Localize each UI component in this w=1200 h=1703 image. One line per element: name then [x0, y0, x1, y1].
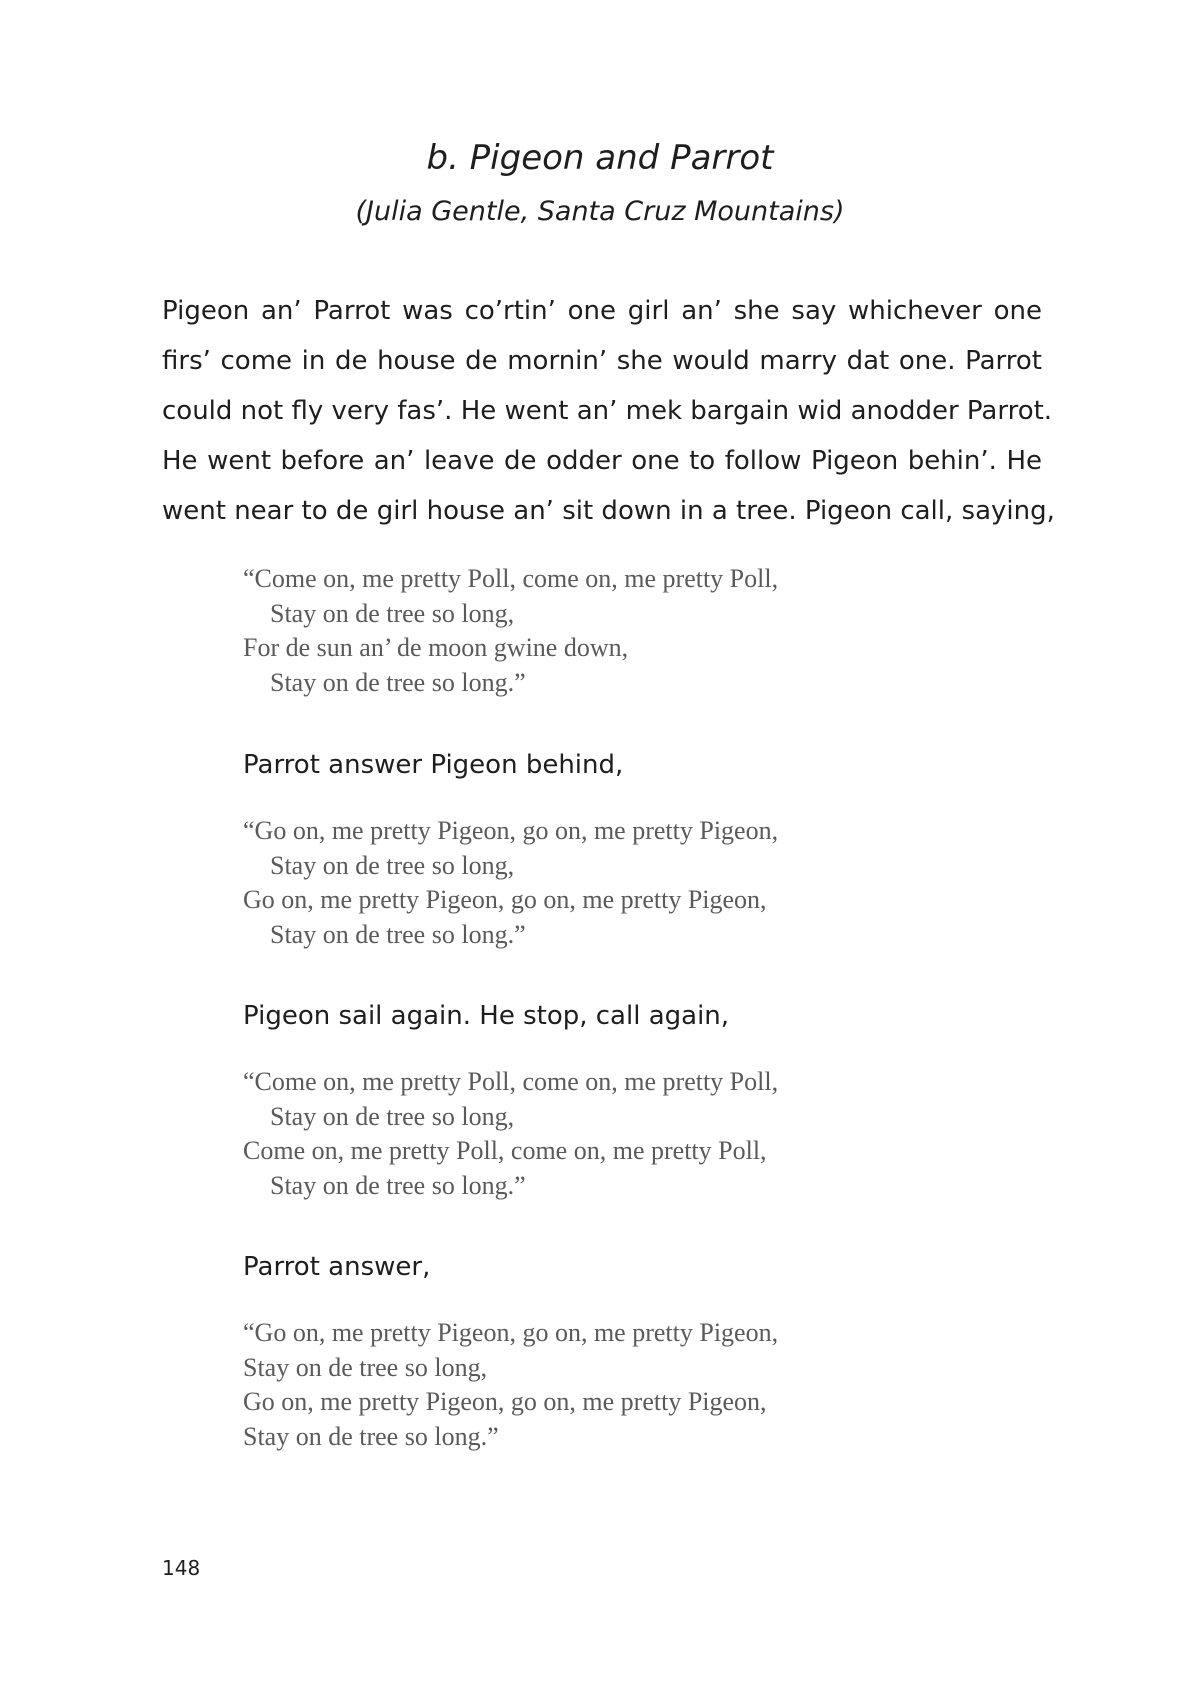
verse-line: Stay on de tree so long,: [270, 1101, 515, 1131]
verse-line: “Go on, me pretty Pigeon, go on, me pretty Pigeon,: [243, 1318, 779, 1347]
verse-line: Come on, me pretty Poll, come on, me pretty Poll,: [243, 1136, 767, 1165]
verse-line: “Go on, me pretty Pigeon, go on, me pretty Pigeon,: [243, 816, 779, 845]
verse-line: Stay on de tree so long,: [270, 850, 515, 880]
story-title: b. Pigeon and Parrot: [426, 138, 774, 178]
verse-line: Stay on de tree so long,: [243, 1352, 488, 1382]
narration-line-1: Parrot answer Pigeon behind,: [243, 750, 624, 780]
intro-paragraph: [162, 286, 1055, 536]
intro-line: went near to de girl house an’ sit down in a tree. Pigeon call, saying,: [162, 496, 1055, 526]
verse-line: For de sun an’ de moon gwine down,: [243, 633, 629, 662]
verse-line: Go on, me pretty Pigeon, go on, me pretty Pigeon,: [243, 1387, 767, 1416]
page-number: 148: [162, 1556, 201, 1580]
verse-line: Stay on de tree so long.”: [270, 667, 526, 697]
verse-line: “Come on, me pretty Poll, come on, me pretty Poll,: [243, 1067, 779, 1096]
verse-line: “Come on, me pretty Poll, come on, me pretty Poll,: [243, 564, 779, 593]
verse-line: Stay on de tree so long.”: [243, 1421, 499, 1451]
verse-line: Stay on de tree so long,: [270, 598, 515, 628]
verse-block-2: [243, 814, 778, 952]
verse-block-4: [243, 1316, 778, 1454]
verse-block-3: [243, 1065, 778, 1203]
intro-line: could not fly very fas’. He went an’ mek bargain wid anodder Parrot.: [162, 396, 1053, 426]
narration-line-3: Parrot answer,: [243, 1252, 431, 1282]
verse-line: Stay on de tree so long.”: [270, 919, 526, 949]
verse-line: Stay on de tree so long.”: [270, 1170, 526, 1200]
intro-line: firs’ come in de house de mornin’ she would marry dat one. Parrot: [162, 346, 1042, 376]
narration-line-2: Pigeon sail again. He stop, call again,: [243, 1001, 730, 1031]
verse-line: Go on, me pretty Pigeon, go on, me pretty Pigeon,: [243, 885, 767, 914]
story-attribution: (Julia Gentle, Santa Cruz Mountains): [355, 196, 845, 227]
intro-line: He went before an’ leave de odder one to follow Pigeon behin’. He: [162, 446, 1042, 476]
intro-line: Pigeon an’ Parrot was co’rtin’ one girl an’ she say whichever one: [162, 296, 1042, 326]
verse-block-1: [243, 562, 778, 700]
